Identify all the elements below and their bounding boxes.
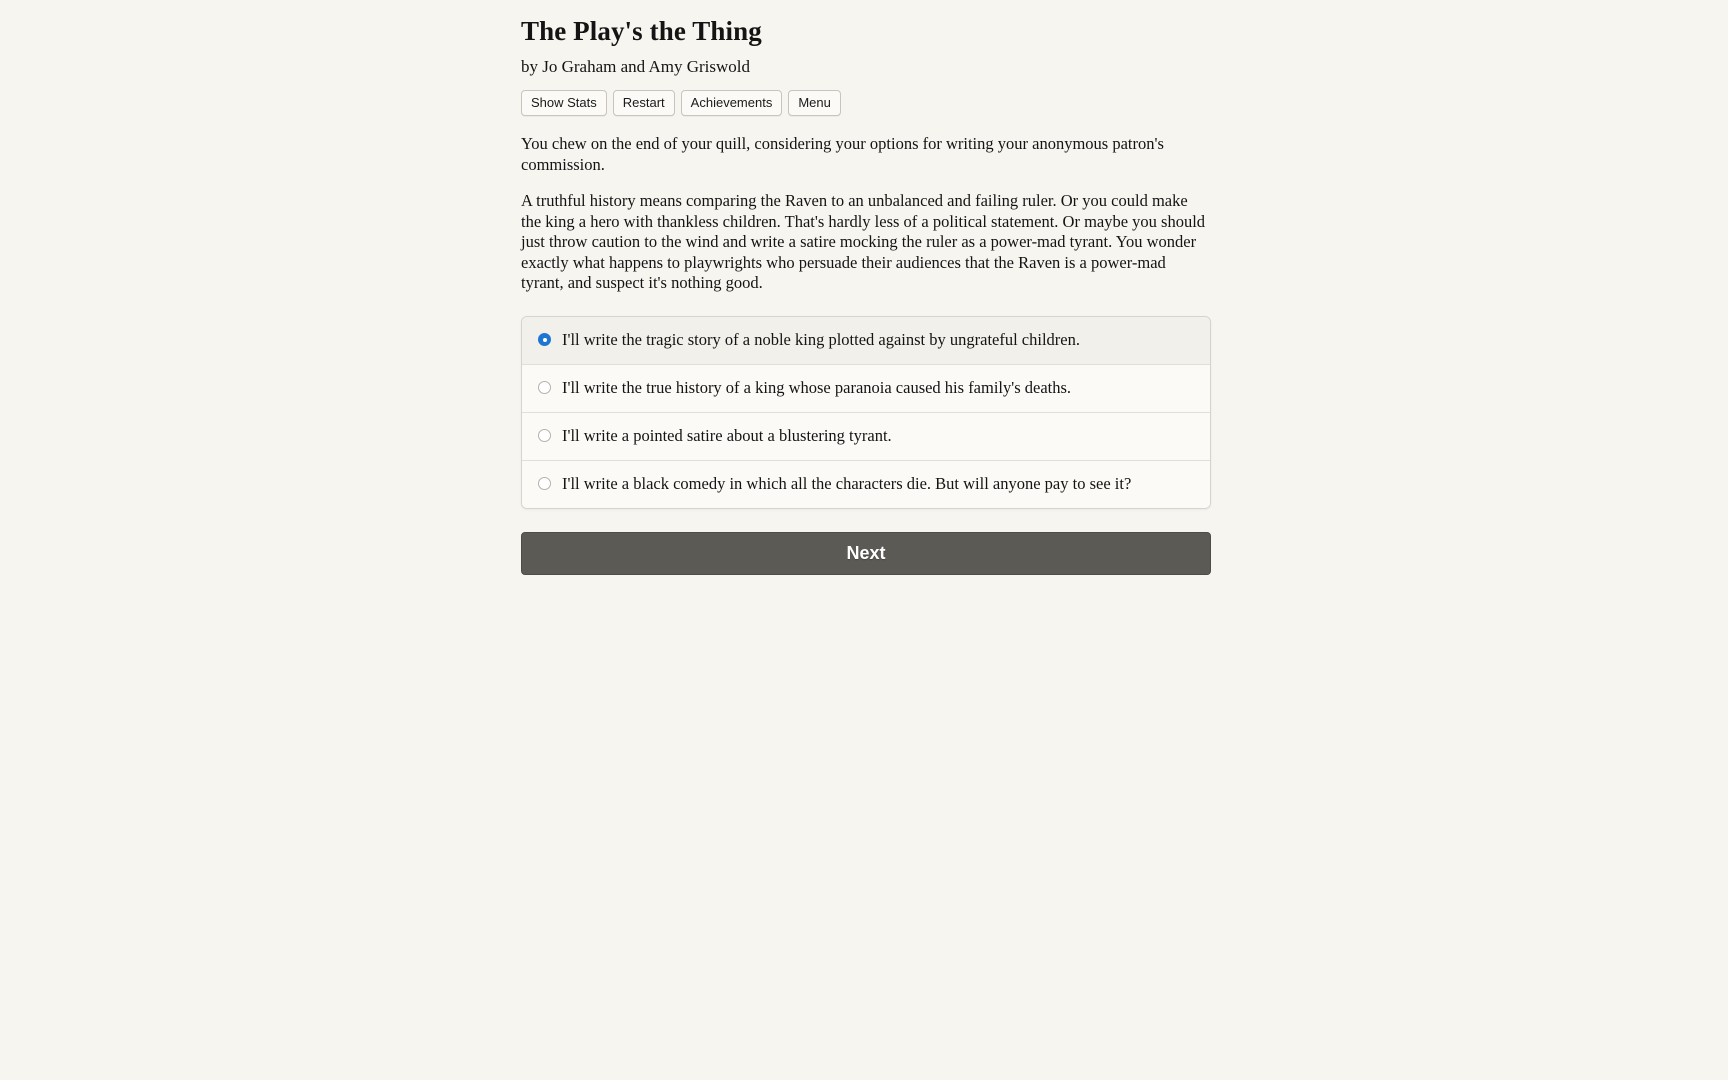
choice-label-4: I'll write a black comedy in which all the characters die. But will anyone pay to see it? bbox=[562, 473, 1132, 493]
choice-label-1: I'll write the tragic story of a noble king plotted against by ungrateful children. bbox=[562, 329, 1080, 349]
show-stats-button[interactable]: Show Stats bbox=[521, 90, 607, 116]
next-button[interactable]: Next bbox=[521, 532, 1211, 575]
choice-label-3: I'll write a pointed satire about a blustering tyrant. bbox=[562, 425, 892, 445]
restart-button[interactable]: Restart bbox=[613, 90, 675, 116]
author-byline: by Jo Graham and Amy Griswold bbox=[521, 57, 751, 76]
story-paragraph-1: You chew on the end of your quill, considering your options for writing your anonymous patron's commission. bbox=[521, 134, 1164, 174]
toolbar bbox=[521, 90, 1211, 116]
choice-option-3[interactable] bbox=[522, 413, 1210, 461]
story-paragraph-2: A truthful history means comparing the Raven to an unbalanced and failing ruler. Or you could make the king a hero with thankless children. That's hardly less of a political statement. Or maybe you should just throw caution to the wind and write a satire mocking the ruler as a power-mad tyrant. You wonder exactly what happens to playwrights who persuade their audiences that the Raven is a power-mad tyrant, and suspect it's nothing good. bbox=[521, 191, 1206, 292]
achievements-button[interactable]: Achievements bbox=[681, 90, 783, 116]
choice-list bbox=[521, 316, 1211, 509]
page-title: The Play's the Thing bbox=[521, 16, 762, 46]
radio-icon[interactable] bbox=[538, 477, 551, 490]
choice-option-4[interactable] bbox=[522, 461, 1210, 508]
menu-button[interactable]: Menu bbox=[788, 90, 841, 116]
game-content bbox=[521, 14, 1211, 575]
radio-icon[interactable] bbox=[538, 333, 551, 346]
choice-label-2: I'll write the true history of a king whose paranoia caused his family's deaths. bbox=[562, 377, 1072, 397]
radio-icon[interactable] bbox=[538, 429, 551, 442]
choice-option-2[interactable] bbox=[522, 365, 1210, 413]
radio-icon[interactable] bbox=[538, 381, 551, 394]
choice-option-1[interactable] bbox=[522, 317, 1210, 365]
